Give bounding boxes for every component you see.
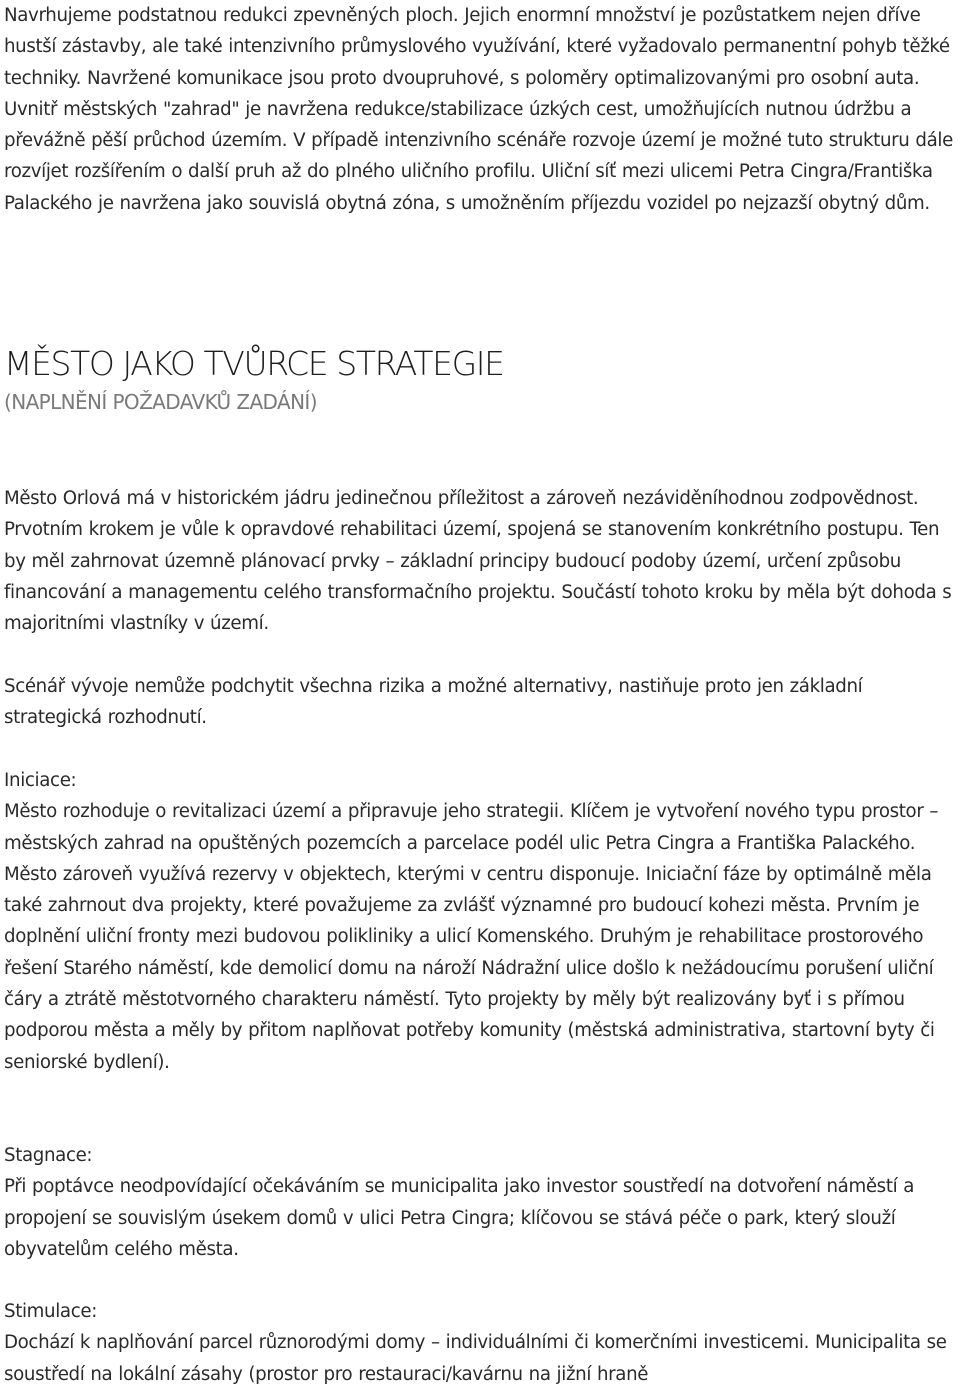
initiation-section — [4, 765, 956, 1078]
stimulation-text: Dochází k naplňování parcel různorodými domy – individuálními či komerčními investicemi. Municipalita se soustředí na lokální zásahy (prostor pro restauraci/kavárnu na jižní hraně — [4, 1332, 947, 1385]
stimulation-label: Stimulace: — [4, 1301, 97, 1322]
stagnation-label: Stagnace: — [4, 1145, 93, 1166]
section-title: MĚSTO JAKO TVŮRCE STRATEGIE — [4, 344, 504, 383]
paragraph-scenario: Scénář vývoje nemůže podchytit všechna rizika a možné alternativy, nastiňuje proto jen základní strategická rozhodnutí. — [4, 676, 863, 729]
initiation-label: Iniciace: — [4, 770, 77, 791]
paragraph-city-responsibility: Město Orlová má v historickém jádru jedinečnou příležitost a zároveň nezáviděníhodnou zodpovědnost. Prvotním krokem je vůle k opravdové rehabilitaci území, spojená se stanovením konkrétního postupu. Ten by měl zahrnovat územně plánovací prvky – základní principy budoucí podoby území, určení způsobu financování a managementu celého transformačního projektu. Součástí tohoto kroku by měla být dohoda s majoritními vlastníky v území. — [4, 488, 952, 635]
stimulation-section — [4, 1296, 956, 1390]
initiation-text: Město rozhoduje o revitalizaci území a připravuje jeho strategii. Klíčem je vytvoření nového typu prostor – městských zahrad na opuštěných pozemcích a parcelace podél ulic Petra Cingra a Františka Palackého. Město zároveň využívá rezervy v objektech, kterými v centru disponuje. Iniciační fáze by optimálně měla také zahrnout dva projekty, které považujeme za zvlášť významné pro budoucí kohezi města. Prvním je doplnění uliční fronty mezi budovou polikliniky a ulicí Komenského. Druhým je rehabilitace prostorového řešení Starého náměstí, kde demolicí domu na nároží Nádražní ulice došlo k nežádoucímu porušení uliční čáry a ztrátě městotvorného charakteru náměstí. Tyto projekty by měly být realizovány byť i s přímou podporou města a měly by přitom naplňovat potřeby komunity (městská administrativa, startovní byty či seniorské bydlení). — [4, 801, 939, 1073]
section-subtitle: (NAPLNĚNÍ POŽADAVKŮ ZADÁNÍ) — [4, 390, 317, 414]
intro-paragraph: Navrhujeme podstatnou redukci zpevněných ploch. Jejich enormní množství je pozůstatkem nejen dříve hustší zástavby, ale také intenzivního průmyslového využívání, které vyžadovalo permanentní pohyb těžké techniky. Navržené komunikace jsou proto dvoupruhové, s poloměry optimalizovanými pro osobní auta. Uvnitř městských "zahrad" je navržena redukce/stabilizace úzkých cest, umožňujících nutnou údržbu a převážně pěší průchod územím. V případě intenzivního scénáře rozvoje území je možné tuto strukturu dále rozvíjet rozšířením o další pruh až do plného uličního profilu. Uliční síť mezi ulicemi Petra Cingra/Františka Palackého je navržena jako souvislá obytná zóna, s umožněním příjezdu vozidel po nejzazší obytný dům. — [4, 5, 953, 214]
stagnation-section — [4, 1140, 956, 1265]
stagnation-text: Při poptávce neodpovídající očekáváním se municipalita jako investor soustředí na dotvoření náměstí a propojení se souvislým úsekem domů v ulici Petra Cingra; klíčovou se stává péče o park, který slouží obyvatelům celého města. — [4, 1176, 915, 1260]
